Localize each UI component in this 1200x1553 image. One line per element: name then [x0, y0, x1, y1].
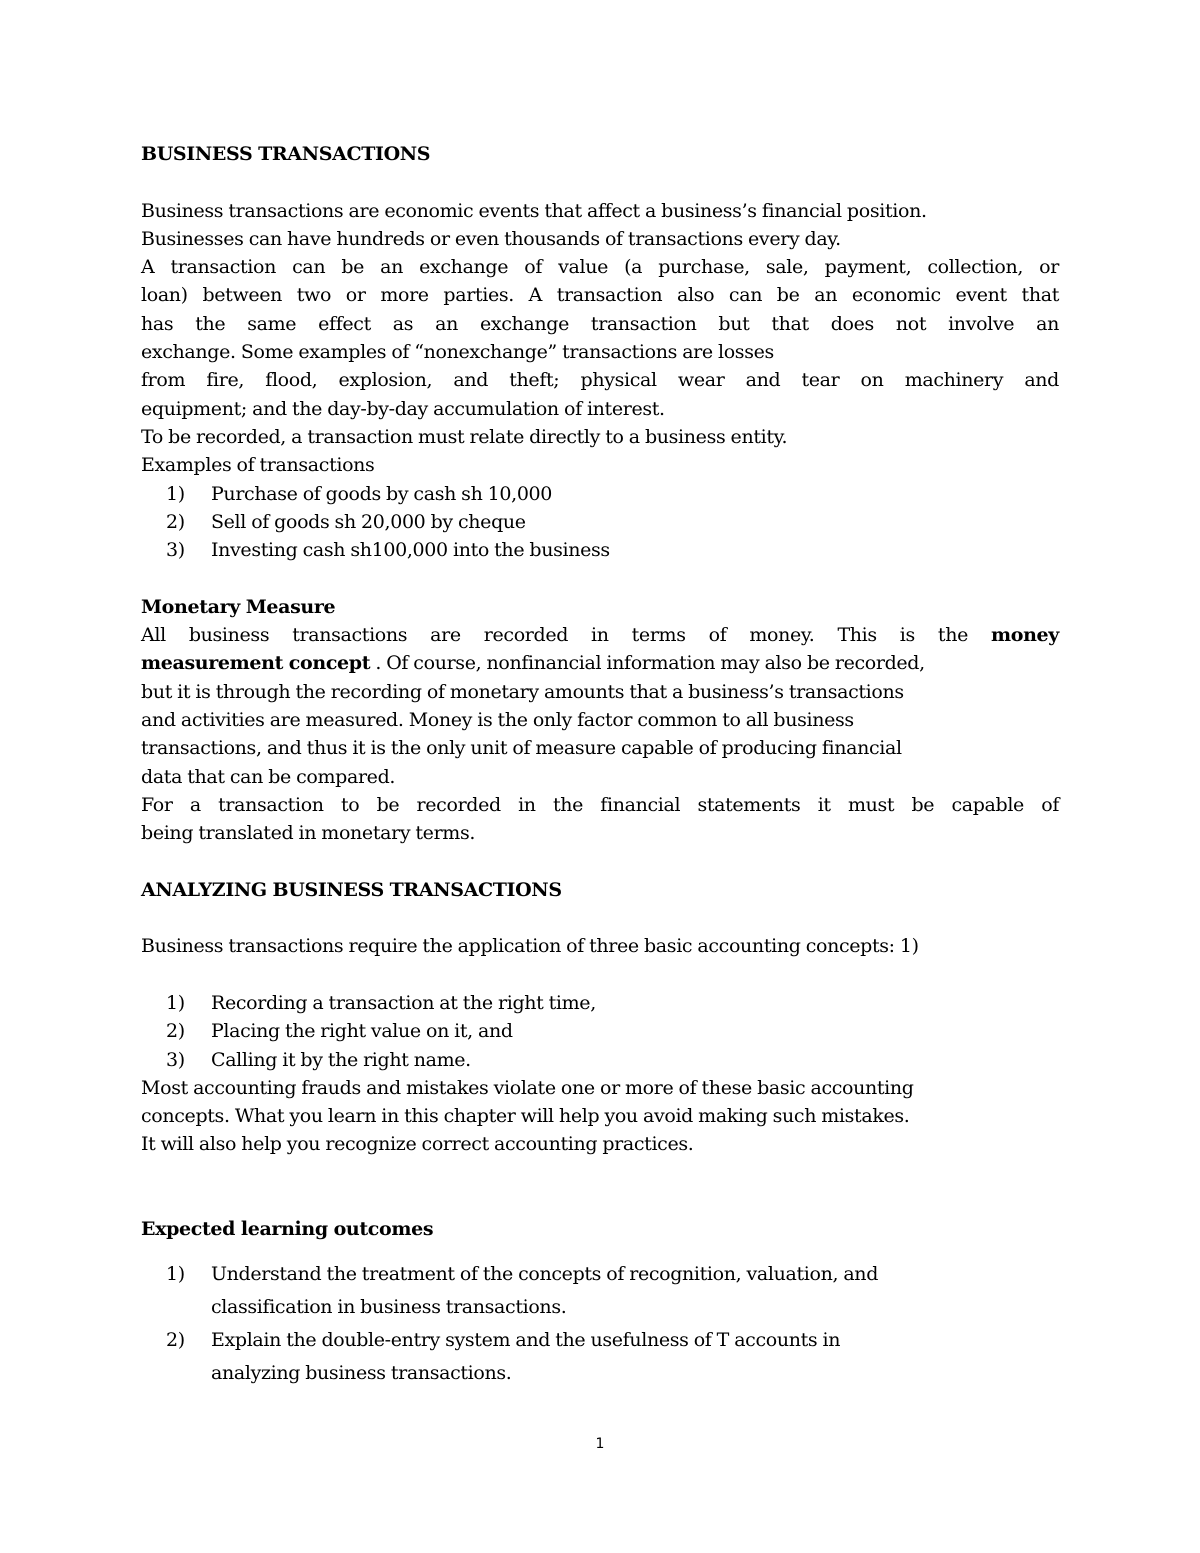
paragraph-line: loan) between two or more parties. A transaction also can be an economic event that [141, 284, 1059, 307]
paragraph-line: concepts. What you learn in this chapter will help you avoid making such mistakes. [141, 1105, 910, 1128]
list-item [141, 1258, 1059, 1291]
paragraph-line: Most accounting frauds and mistakes violate one or more of these basic accounting [141, 1076, 914, 1099]
paragraph-line: being translated in monetary terms. [141, 822, 476, 845]
paragraph-line: transactions, and thus it is the only unit of measure capable of producing financial [141, 737, 902, 760]
paragraph-line: Businesses can have hundreds or even thousands of transactions every day. [141, 227, 841, 250]
section-title-learning-outcomes: Expected learning outcomes [141, 1218, 434, 1241]
list-text: Understand the treatment of the concepts of recognition, valuation, and [211, 1262, 879, 1285]
list-item [141, 1046, 1059, 1074]
paragraph-line: For a transaction to be recorded in the financial statements it must be capable of [141, 793, 1059, 816]
document-page [141, 140, 1059, 1390]
list-number: 3) [166, 539, 185, 562]
list-item [141, 536, 1059, 564]
paragraph-line: exchange. Some examples of “nonexchange” transactions are losses [141, 341, 774, 364]
list-number: 1) [166, 1262, 185, 1285]
paragraph-line: data that can be compared. [141, 765, 396, 788]
paragraph-line: but it is through the recording of monetary amounts that a business’s transactions [141, 680, 904, 703]
list-item [141, 508, 1059, 536]
emphasis-text: measurement concept [141, 652, 371, 675]
paragraph-line: equipment; and the day-by-day accumulation of interest. [141, 397, 665, 420]
page-number: 1 [595, 1436, 605, 1452]
list-item [141, 1324, 1059, 1357]
paragraph-line: and activities are measured. Money is the only factor common to all business [141, 708, 854, 731]
section-title-monetary-measure: Monetary Measure [141, 595, 336, 618]
paragraph-line: A transaction can be an exchange of value (a purchase, sale, payment, collection, or [141, 256, 1059, 279]
list-text-continuation: analyzing business transactions. [211, 1361, 512, 1384]
list-number: 2) [166, 1328, 185, 1351]
paragraph-line: Examples of transactions [141, 454, 375, 477]
list-text: Purchase of goods by cash sh 10,000 [211, 482, 553, 505]
paragraph-line: has the same effect as an exchange transaction but that does not involve an [141, 312, 1059, 335]
emphasis-text: money [991, 624, 1059, 647]
list-number: 1) [166, 991, 185, 1014]
list-number: 1) [166, 482, 185, 505]
paragraph-text: . Of course, nonfinancial information may also be recorded, [370, 652, 925, 675]
paragraph-line: To be recorded, a transaction must relate directly to a business entity. [141, 425, 788, 448]
list-text: Explain the double-entry system and the usefulness of T accounts in [211, 1328, 841, 1351]
list-item [141, 989, 1059, 1017]
list-text: Recording a transaction at the right time, [211, 991, 596, 1014]
list-text: Calling it by the right name. [211, 1048, 471, 1071]
paragraph-line: Business transactions require the application of three basic accounting concepts: 1) [141, 935, 919, 958]
section-title-business-transactions: BUSINESS TRANSACTIONS [141, 143, 431, 165]
list-text: Investing cash sh100,000 into the business [211, 539, 610, 562]
paragraph-line: Business transactions are economic events that affect a business’s financial position. [141, 199, 927, 222]
paragraph-line [141, 649, 1059, 677]
list-number: 3) [166, 1048, 185, 1071]
list-text: Sell of goods sh 20,000 by cheque [211, 510, 526, 533]
paragraph-line [141, 621, 1059, 649]
section-title-analyzing: ANALYZING BUSINESS TRANSACTIONS [141, 878, 562, 901]
list-number: 2) [166, 510, 185, 533]
list-item [141, 1017, 1059, 1045]
paragraph-line: It will also help you recognize correct accounting practices. [141, 1133, 694, 1156]
list-item [141, 480, 1059, 508]
paragraph-text: All business transactions are recorded in terms of money. This is the [141, 624, 968, 647]
paragraph-line: from fire, flood, explosion, and theft; physical wear and tear on machinery and [141, 369, 1059, 392]
list-text: Placing the right value on it, and [211, 1020, 513, 1043]
list-text-continuation: classification in business transactions. [211, 1295, 567, 1318]
list-number: 2) [166, 1020, 185, 1043]
